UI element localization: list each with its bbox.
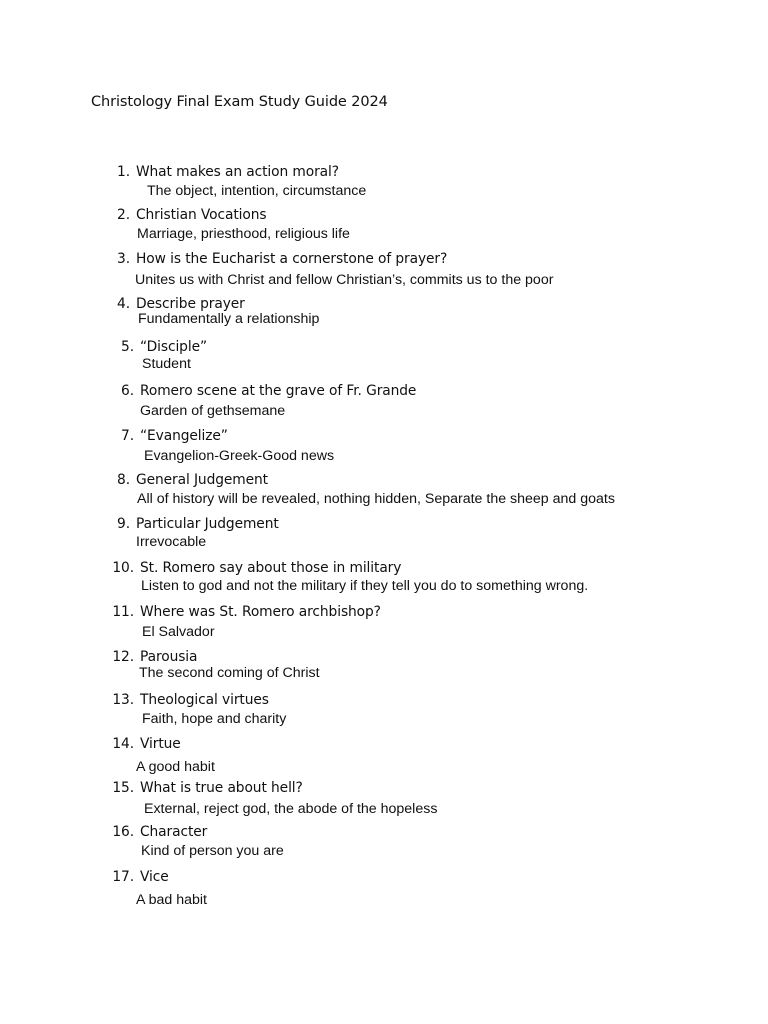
question-text: St. Romero say about those in military <box>140 560 402 576</box>
item-number: 16. <box>112 824 134 840</box>
answer-text: The second coming of Christ <box>139 665 320 681</box>
item-number: 4. <box>117 296 130 312</box>
answer-text: A good habit <box>136 759 215 775</box>
question-text: Theological virtues <box>140 692 269 708</box>
document-title: Christology Final Exam Study Guide 2024 <box>91 94 388 110</box>
answer-text: Garden of gethsemane <box>140 403 286 419</box>
item-number: 12. <box>112 649 134 665</box>
question-text: Christian Vocations <box>136 207 267 223</box>
answer-text: All of history will be revealed, nothing hidden, Separate the sheep and goats <box>137 491 615 507</box>
question-text: Virtue <box>140 736 181 752</box>
question-text: “Disciple” <box>140 339 208 355</box>
answer-text: Student <box>142 356 191 372</box>
answer-text: External, reject god, the abode of the hopeless <box>144 801 438 817</box>
item-number: 15. <box>112 780 134 796</box>
item-number: 7. <box>121 428 134 444</box>
item-number: 11. <box>112 604 134 620</box>
question-text: Romero scene at the grave of Fr. Grande <box>140 383 417 399</box>
item-number: 8. <box>117 472 130 488</box>
item-number: 10. <box>112 560 134 576</box>
question-text: How is the Eucharist a cornerstone of prayer? <box>136 251 448 267</box>
question-text: Particular Judgement <box>136 516 279 532</box>
question-text: Describe prayer <box>136 296 245 312</box>
item-number: 14. <box>112 736 134 752</box>
answer-text: Fundamentally a relationship <box>138 311 320 327</box>
question-text: What is true about hell? <box>140 780 303 796</box>
answer-text: El Salvador <box>142 624 215 640</box>
item-number: 5. <box>121 339 134 355</box>
answer-text: Listen to god and not the military if they tell you do to something wrong. <box>141 578 589 594</box>
item-number: 13. <box>112 692 134 708</box>
answer-text: Unites us with Christ and fellow Christian’s, commits us to the poor <box>135 272 554 288</box>
answer-text: Irrevocable <box>136 534 207 550</box>
question-text: Where was St. Romero archbishop? <box>140 604 381 620</box>
answer-text: Marriage, priesthood, religious life <box>137 226 350 242</box>
item-number: 3. <box>117 251 130 267</box>
item-number: 17. <box>112 869 134 885</box>
answer-text: Faith, hope and charity <box>142 711 287 727</box>
question-text: What makes an action moral? <box>136 164 339 180</box>
item-number: 1. <box>117 164 130 180</box>
question-text: General Judgement <box>136 472 268 488</box>
answer-text: Kind of person you are <box>141 843 284 859</box>
question-text: Character <box>140 824 208 840</box>
question-text: “Evangelize” <box>140 428 228 444</box>
question-text: Parousia <box>140 649 198 665</box>
item-number: 2. <box>117 207 130 223</box>
answer-text: The object, intention, circumstance <box>147 183 367 199</box>
item-number: 9. <box>117 516 130 532</box>
question-text: Vice <box>140 869 169 885</box>
answer-text: A bad habit <box>136 892 207 908</box>
item-number: 6. <box>121 383 134 399</box>
answer-text: Evangelion-Greek-Good news <box>144 448 335 464</box>
